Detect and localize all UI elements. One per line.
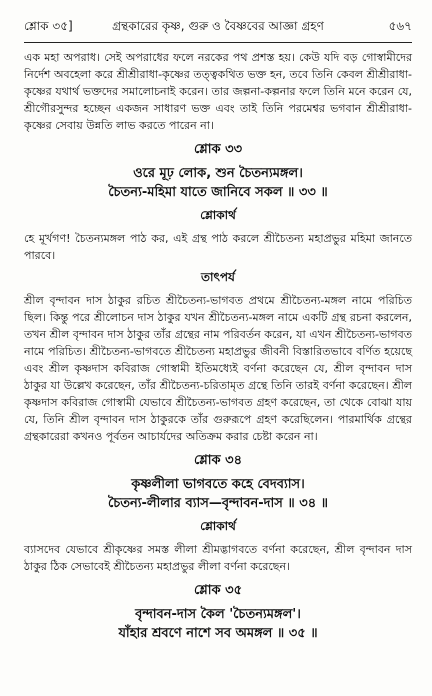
sloka-33-purport-heading: তাৎপর্য	[201, 270, 235, 284]
sloka-35-line-1: বৃন্দাবন-দাস কৈল 'চৈতন্যমঙ্গল'।	[135, 607, 301, 622]
sloka-33-line-2: চৈতন্য-মহিমা যাতে জানিবে সকল ॥ ৩৩ ॥	[108, 185, 328, 200]
sloka-33-heading: শ্লোক ৩৩	[193, 142, 243, 157]
sloka-34-heading: শ্লোক ৩৪	[193, 453, 243, 468]
sloka-34-line-2: চৈতন্য-লীলার ব্যাস—বৃন্দাবন-দাস ॥ ৩৪ ॥	[107, 496, 329, 511]
page-header	[24, 18, 412, 40]
header-title: গ্রন্থকারের কৃষ্ণ, গুরু ও বৈষ্ণবের আজ্ঞা গ্রহণ	[112, 19, 324, 33]
header-verse-ref: শ্লোক ৩৫]	[24, 19, 73, 33]
page-number: ৫৬৭	[388, 19, 412, 33]
intro-paragraph: এক মহা অপরাধ। সেই অপরাধের ফলে নরকের পথ প্রশস্ত হয়। কেউ যদি বড় গোস্বামীদের নির্দেশ অবহেলা করে শ্রীশ্রীরাধা-কৃষ্ণের তত্ত্বকথিত ভক্ত হন, তবে তিনি কেবল শ্রীশ্রীরাধা-কৃষ্ণের যথার্থ ভক্তদের সমালোচনাই করেন। তার জল্পনা-কল্পনার ফলে তিনি মনে করেন যে, শ্রীগৌরসুন্দর হচ্ছেন একজন সাধারণ ভক্ত এবং তাই তিনি পরমেশ্বর ভগবান শ্রীশ্রীরাধা-কৃষ্ণের সেবায় উন্নতি লাভ করতে পারেন না।	[24, 51, 412, 132]
sloka-34-translation: ব্যাসদেব যেভাবে শ্রীকৃষ্ণের সমস্ত লীলা শ্রীমদ্ভাগবতে বর্ণনা করেছেন, শ্রীল বৃন্দাবন দাস ঠাকুর ঠিক সেভাবেই শ্রীচৈতন্য মহাপ্রভুর লীলা বর্ণনা করেছেন।	[24, 543, 412, 573]
sloka-35-line-2: যাঁহার শ্রবণে নাশে সব অমঙ্গল ॥ ৩৫ ॥	[118, 626, 318, 641]
sloka-33-translation-heading: শ্লোকার্থ	[200, 208, 236, 222]
header-divider	[24, 42, 412, 43]
sloka-33-purport: শ্রীল বৃন্দাবন দাস ঠাকুর রচিত শ্রীচৈতন্য-ভাগবত প্রথমে শ্রীচৈতন্য-মঙ্গল নামে পরিচিত ছিল। কিন্তু পরে শ্রীলোচন দাস ঠাকুর যখন শ্রীচৈতন্য-মঙ্গল নামে একটি গ্রন্থ রচনা করলেন, তখন শ্রীল বৃন্দাবন দাস ঠাকুর তাঁর গ্রন্থের নাম পরিবর্তন করেন, যা এখন শ্রীচৈতন্য-ভাগবত নামে পরিচিত। শ্রীচৈতন্য-ভাগবতে শ্রীচৈতন্য মহাপ্রভুর জীবনী বিস্তারিতভাবে বর্ণিত হয়েছে এবং শ্রীল কৃষ্ণদাস কবিরাজ গোস্বামী ইতিমধ্যেই বর্ণনা করেছেন যে, শ্রীল বৃন্দাবন দাস ঠাকুর যা উল্লেখ করেছেন, তাঁর শ্রীচৈতন্য-চরিতামৃত গ্রন্থে তিনি তারই বর্ণনা করেছেন। শ্রীল কৃষ্ণদাস কবিরাজ গোস্বামী যেভাবে শ্রীচৈতন্য-ভাগবত গ্রহণ করেছেন, তা থেকে বোঝা যায় যে, তিনি শ্রীল বৃন্দাবন দাস ঠাকুরকে তাঁর গুরুরূপে গ্রহণ করেছিলেন। পারমার্থিক গ্রন্থের গ্রন্থকারেরা কখনও পূর্বতন আচার্যদের অতিক্রম করার চেষ্টা করেন না।	[24, 294, 412, 443]
sloka-34-line-1: কৃষ্ণলীলা ভাগবতে কহে বেদব্যাস।	[131, 477, 305, 492]
sloka-34-translation-heading: শ্লোকার্থ	[200, 519, 236, 533]
sloka-33-translation: হে মূর্খগণ! চৈতন্যমঙ্গল পাঠ কর, এই গ্রন্থ পাঠ করলে শ্রীচৈতন্য মহাপ্রভুর মহিমা জানতে পারবে।	[24, 232, 412, 262]
sloka-35-heading: শ্লোক ৩৫	[193, 583, 243, 598]
sloka-33-line-1: ওরে মূঢ় লোক, শুন চৈতন্যমঙ্গল।	[133, 166, 303, 181]
